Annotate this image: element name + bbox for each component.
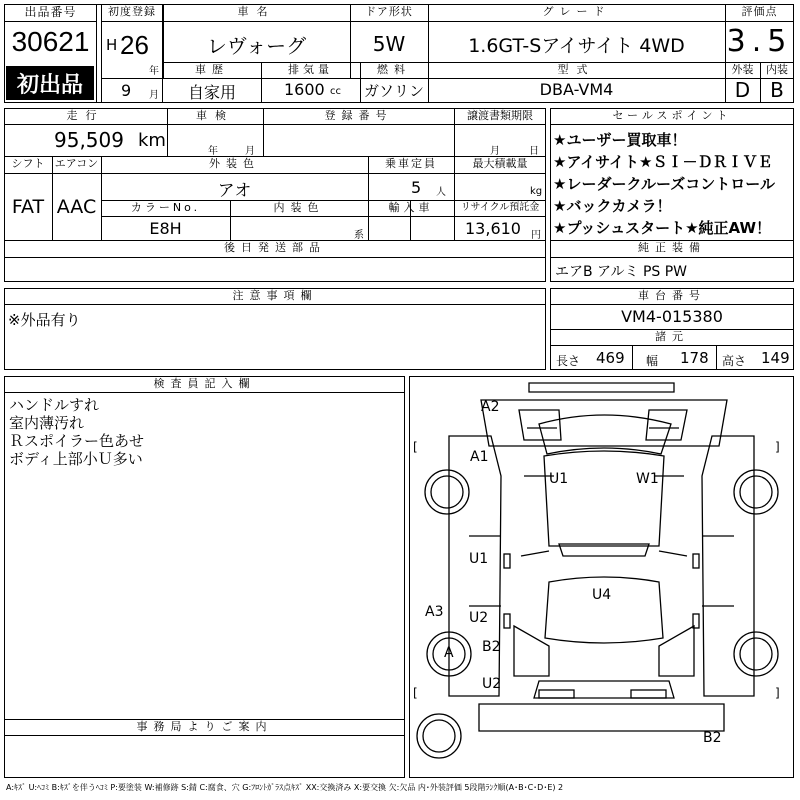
office-label: 事務局よりご案内	[136, 720, 273, 733]
mileage: 95,509	[54, 128, 124, 152]
month-unit: 月	[149, 90, 159, 101]
ext-grade: D	[734, 78, 751, 102]
damage-mark-b2-bottom: B2	[703, 730, 722, 746]
fuel: ガソリン	[363, 82, 424, 100]
damage-mark-u2-door: U2	[469, 610, 489, 626]
later-parts-label: 後日発送部品	[224, 241, 326, 254]
damage-mark-a2: A2	[481, 399, 500, 415]
inspector-line-1: ハンドルすれ	[9, 396, 100, 414]
grade: 1.6GT-Sアイサイト 4WD	[468, 35, 685, 57]
transfer-day-unit: 日	[529, 146, 539, 157]
bracket-close-2: ]	[775, 686, 780, 700]
lot-number-label: 出品番号	[24, 5, 77, 19]
reg-no-label: 登録番号	[324, 109, 393, 122]
displacement-unit: cc	[330, 86, 341, 97]
right-side-outline	[702, 436, 754, 696]
equipment-label: 純正装備	[638, 241, 706, 254]
hood-outline	[481, 400, 727, 446]
length-label: 長さ	[556, 354, 581, 368]
notes-label: 注意事項欄	[232, 289, 318, 302]
int-color-unit: 系	[354, 230, 364, 241]
inspector-line-3: Ｒスポイラー色あせ	[9, 432, 145, 450]
recycle-unit: 円	[531, 230, 541, 241]
max-load-label: 最大積載量	[472, 157, 528, 170]
reg-year: 26	[120, 30, 149, 60]
grade-label: グレード	[542, 5, 611, 18]
score: 3.5	[726, 24, 793, 59]
insp-year-unit: 年	[208, 146, 218, 157]
import-label: 輸入車	[388, 201, 434, 214]
ext-grade-label: 外装	[731, 63, 754, 76]
mileage-unit: km	[138, 130, 166, 151]
width: 178	[680, 349, 709, 367]
int-grade: B	[770, 78, 784, 102]
sales-line-2: ★アイサイト★ＳＩ－ＤＲＩＶＥ	[553, 153, 773, 171]
equipment-value: エアB アルミ PS PW	[555, 264, 688, 280]
ac-label: エアコン	[54, 157, 99, 170]
sales-line-3: ★レーダークルーズコントロール	[553, 175, 775, 193]
int-color-label: 内装色	[273, 201, 325, 214]
damage-mark-a1: A1	[470, 449, 489, 465]
damage-mark-a-wheel: A	[444, 645, 454, 661]
height: 149	[761, 349, 790, 367]
capacity-unit: 人	[436, 187, 446, 198]
windshield-outline	[539, 415, 671, 454]
reg-month: 9	[121, 81, 132, 100]
max-load-unit: kg	[530, 186, 543, 197]
history: 自家用	[187, 83, 236, 102]
height-label: 高さ	[722, 354, 747, 368]
era: H	[106, 36, 118, 54]
capacity-label: 乗車定員	[385, 157, 437, 170]
car-name: レヴォーグ	[206, 34, 307, 58]
front-bumper-outline	[529, 383, 674, 392]
color-no: E8H	[149, 219, 182, 238]
inspector-line-2: 室内薄汚れ	[9, 414, 85, 432]
roof-outline	[544, 451, 664, 546]
damage-mark-u1-door: U1	[469, 551, 489, 567]
ac: AAC	[56, 196, 97, 218]
damage-mark-u4: U4	[592, 587, 612, 603]
sales-points-label: セールスポイント	[612, 109, 732, 122]
history-label: 車歴	[195, 63, 229, 76]
displacement: 1600	[284, 80, 325, 99]
bracket-open-2: [	[413, 686, 418, 700]
ext-color-label: 外装色	[209, 157, 260, 170]
damage-mark-a3: A3	[425, 604, 444, 620]
chassis-value: VM4-015380	[621, 307, 723, 326]
model-label: 型式	[557, 63, 596, 76]
shift-label: シフト	[11, 157, 45, 170]
inspector-label: 検査員記入欄	[153, 377, 256, 390]
transfer-month-unit: 月	[490, 146, 500, 157]
sales-line-4: ★バックカメラ！	[553, 197, 672, 215]
car-name-label: 車名	[237, 5, 276, 18]
length: 469	[596, 349, 625, 367]
first-reg-label: 初度登録	[108, 5, 156, 18]
legend: A:ｷｽﾞ U:ﾍｺﾐ B:ｷｽﾞを伴うﾍｺﾐ P:要塗装 W:補修跡 S:錆 C:腐食、穴 G:ﾌﾛﾝﾄｶﾞﾗｽ点ｷｽﾞ XX:交換済み X:要交換 欠:欠品 内･外装評価 5段階ﾗﾝｸ順(A･B･C･D･E) 2	[6, 783, 564, 792]
damage-mark-b2-rear: B2	[482, 639, 501, 655]
fuel-label: 燃料	[377, 63, 411, 76]
score-label: 評価点	[741, 5, 778, 18]
rear-bumper-outline	[479, 704, 724, 731]
model: DBA-VM4	[539, 80, 614, 99]
notes-value: ※外品有り	[8, 311, 81, 329]
color-no-label: カラーNo.	[130, 201, 201, 214]
chassis-label: 車台番号	[638, 289, 706, 302]
damage-mark-u1-roof: U1	[549, 471, 569, 487]
recycle-label: リサイクル預託金	[460, 202, 540, 213]
sales-line-1: ★ユーザー買取車！	[553, 131, 687, 149]
damage-mark-u2-bumper: U2	[482, 676, 502, 692]
transfer-label: 譲渡書類期限	[467, 109, 533, 122]
car-diagram	[409, 376, 794, 778]
int-grade-label: 内装	[766, 63, 788, 76]
doors-label: ドア形状	[365, 5, 413, 18]
inspection-label: 車検	[196, 109, 234, 122]
width-label: 幅	[646, 354, 659, 368]
insp-month-unit: 月	[245, 146, 255, 157]
displacement-label: 排気量	[288, 63, 333, 76]
first-listing-label: 初出品	[16, 73, 83, 98]
recycle: 13,610	[465, 219, 521, 238]
capacity: 5	[411, 178, 422, 197]
lot-number: 30621	[11, 26, 90, 57]
mileage-label: 走行	[66, 109, 105, 122]
dims-label: 諸元	[655, 330, 689, 343]
sales-line-5: ★プッシュスタート★純正AW！	[553, 219, 772, 237]
year-unit: 年	[149, 66, 159, 77]
ext-color: アオ	[217, 181, 252, 201]
damage-mark-w1: W1	[636, 471, 659, 487]
shift: FAT	[11, 196, 45, 218]
bracket-close-1: ]	[775, 440, 780, 454]
inspector-line-4: ボディ上部小Ｕ多い	[9, 450, 143, 468]
bracket-open-1: [	[413, 440, 418, 454]
doors: 5W	[372, 32, 406, 56]
